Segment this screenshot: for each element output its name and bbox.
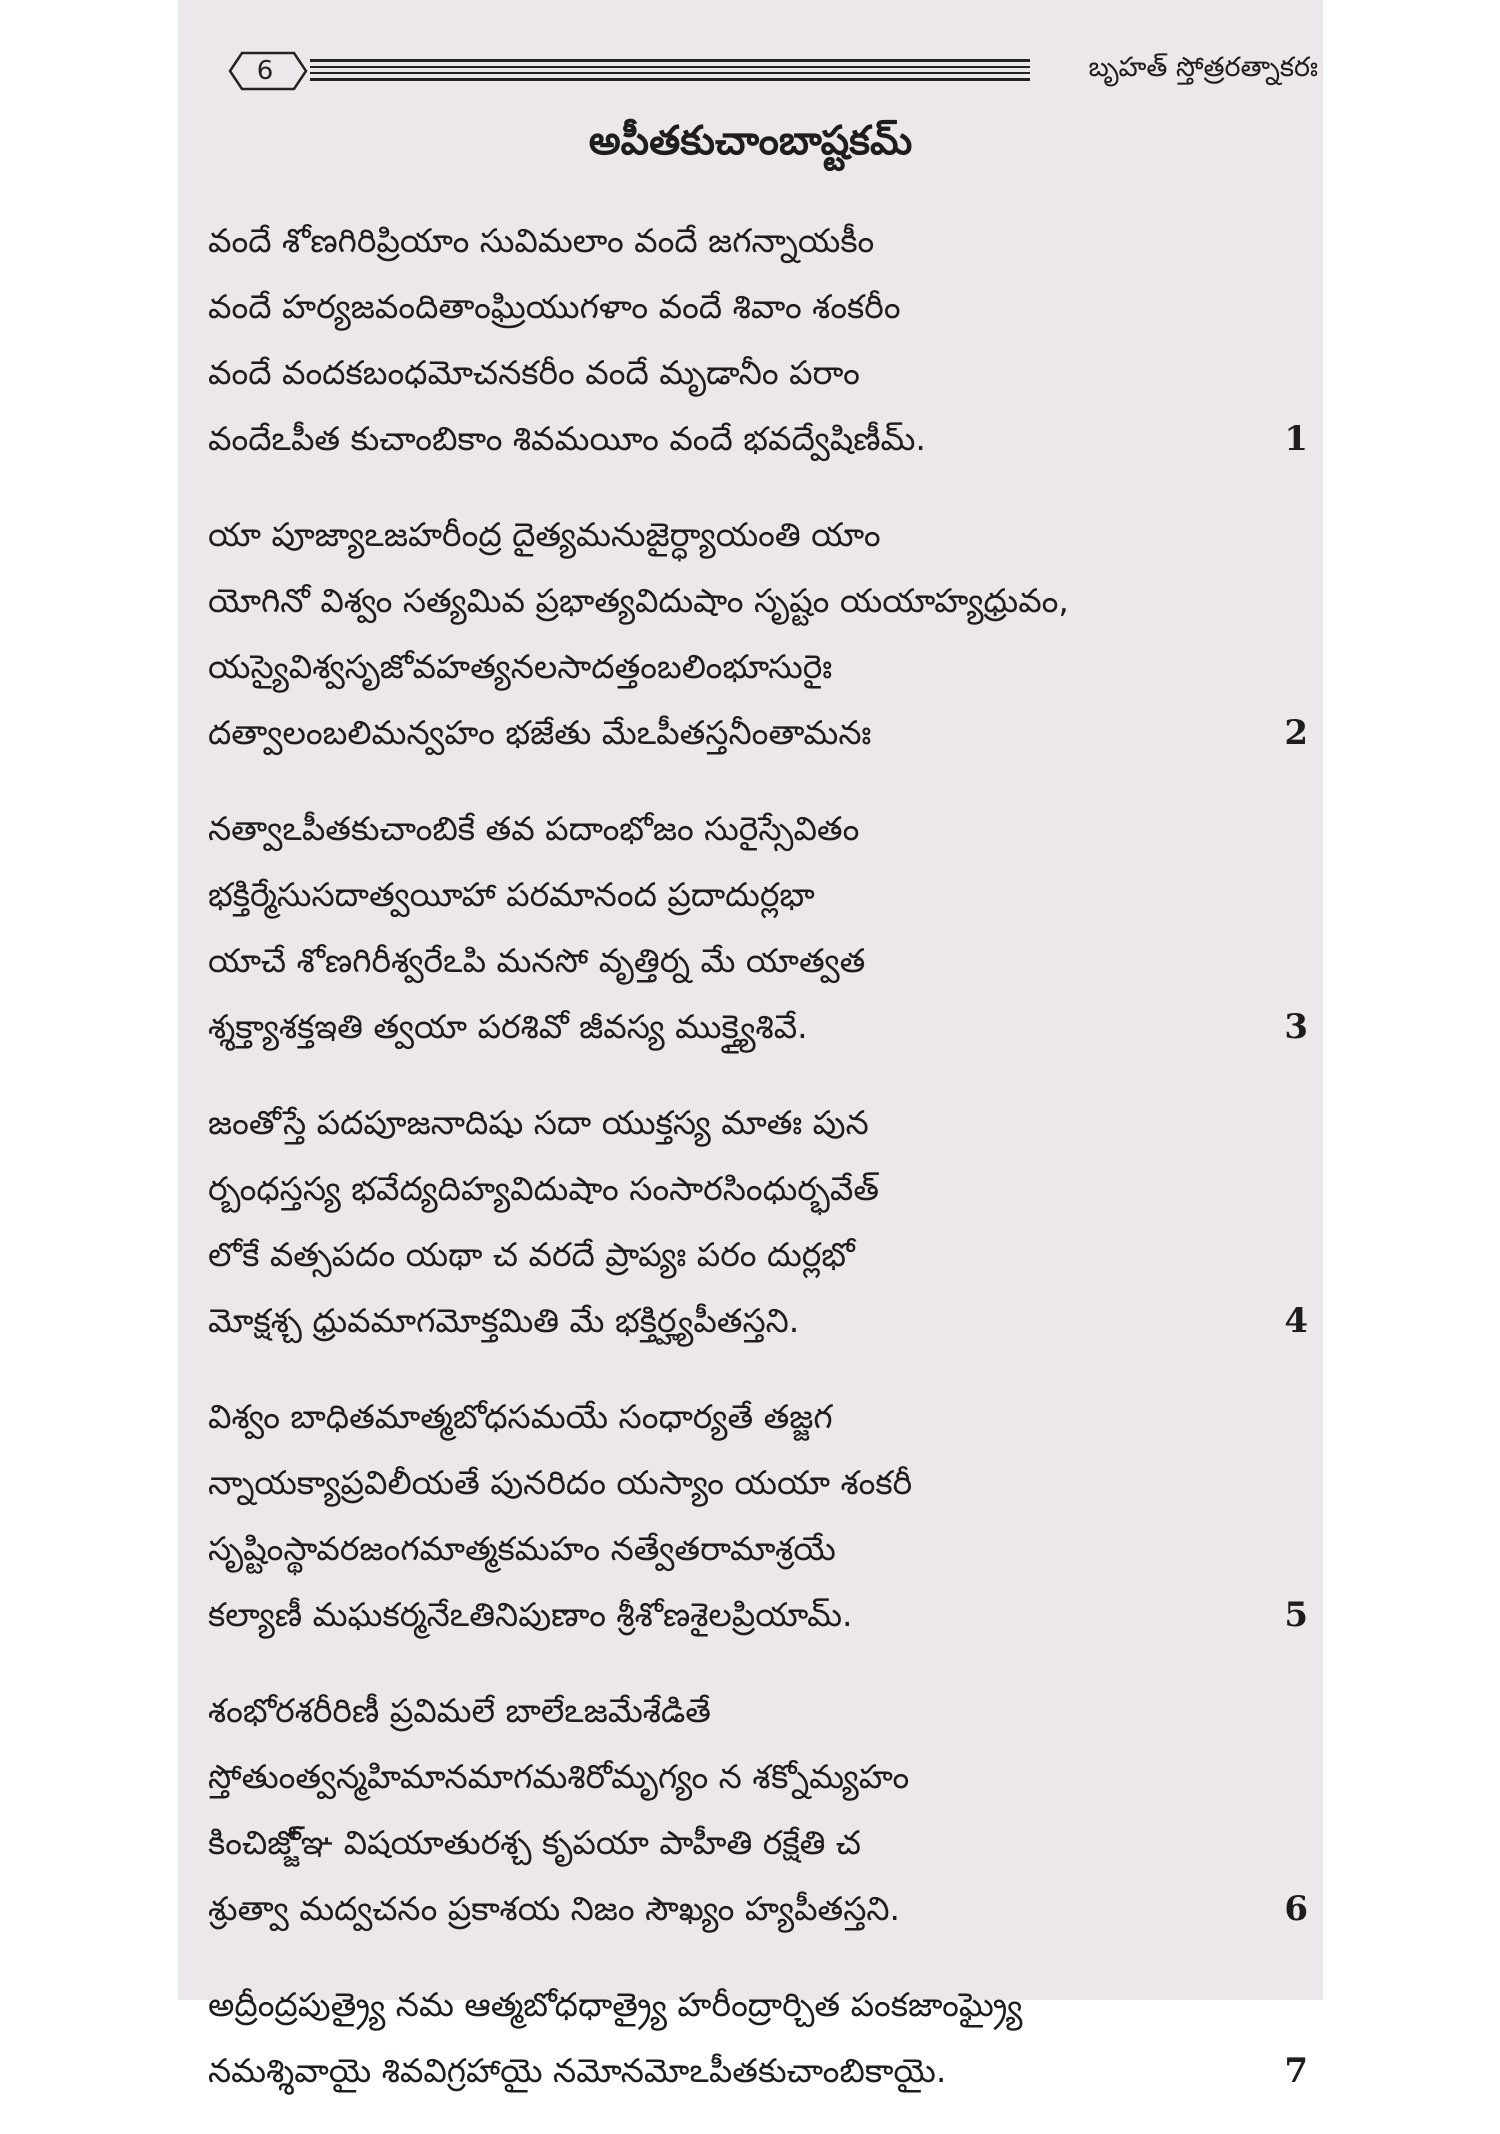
verse-number: 6 (1284, 1889, 1308, 1929)
verse-line: శ్శక్త్యాశక్తఇతి త్వయా పరశివో జీవస్య ముక్త్యైశివే. (208, 1007, 808, 1046)
verse-line: ర్బంధస్తస్య భవేద్యదిహ్యవిదుషాం సంసారసింధుర్భవేత్ (208, 1169, 880, 1208)
verse-line: కించిజ్జో్ఞ విషయాతురశ్చ కృపయా పాహీతి రక్షేతి చ (208, 1823, 861, 1862)
running-title: బృహత్ స్తోత్రరత్నాకరః (1088, 52, 1318, 83)
verse-2 (208, 502, 1308, 766)
verse-number: 7 (1284, 2051, 1308, 2091)
verse-line: దత్వాలంబలిమన్వహం భజేతు మేఽపీతస్తనీంతామనః (208, 713, 872, 752)
hymn-title: అపీతకుచాంబాష్టకమ్ (588, 118, 913, 164)
verse-number: 4 (1284, 1301, 1308, 1341)
verse-line: న్నాయక్యాప్రవిలీయతే పునరిదం యస్యాం యయా శంకరీ (208, 1463, 913, 1502)
verse-line: వందే వందకబంధమోచనకరీం వందే మృడానీం పరాం (208, 353, 860, 392)
verse-line: జంతోస్తే పదపూజనాదిషు సదా యుక్తస్య మాతః పున (208, 1103, 869, 1142)
verse-line: వందేఽపీత కుచాంబికాం శివమయీం వందే భవద్వేషిణీమ్. (208, 419, 926, 458)
verse-line: నమశ్శివాయై శివవిగ్రహాయై నమోనమోఽపీతకుచాంబికాయై. (208, 2051, 947, 2090)
verse-list (208, 208, 1308, 2134)
verse-6 (208, 1678, 1308, 1942)
verse-1 (208, 208, 1308, 472)
verse-5 (208, 1384, 1308, 1648)
verse-line: అద్రీంద్రపుత్ర్యై నమ ఆత్మబోధధాత్ర్యై హరీంద్రార్చిత పంకజాంఘ్ర్యై (208, 1985, 1023, 2024)
verse-line: యోగినో విశ్వం సత్యమివ ప్రభాత్యవిదుషాం సృష్టం యయాహ్యధ్రువం, (208, 581, 1069, 620)
page-number: 6 (256, 56, 274, 86)
verse-4 (208, 1090, 1308, 1354)
verse-number: 5 (1284, 1595, 1308, 1635)
verse-line: నత్వాఽపీతకుచాంబికే తవ పదాంభోజం సురైస్సేవితం (208, 809, 860, 848)
verse-number: 2 (1284, 713, 1308, 753)
verse-line: విశ్వం బాధితమాత్మబోధసమయే సంధార్యతే తజ్జగ (208, 1397, 833, 1436)
verse-line: శంభోరశరీరిణీ ప్రవిమలే బాలేఽజమేశేడితే (208, 1691, 711, 1730)
verse-line: యా పూజ్యాఽజహరీంద్ర దైత్యమనుజైర్ధ్యాయంతి యాం (208, 515, 881, 554)
verse-line: సృష్టింస్థావరజంగమాత్మకమహం నత్వేతరామాశ్రయే (208, 1529, 836, 1568)
book-page (178, 0, 1323, 2091)
page-number-badge (220, 50, 310, 92)
verse-3 (208, 796, 1308, 1060)
verse-line: స్తోతుంత్వన్మహిమానమాగమశిరోమృగ్యం న శక్నోమ్యహం (208, 1757, 910, 1796)
verse-line: వందే శోణగిరిప్రియాం సువిమలాం వందే జగన్నాయకీం (208, 221, 875, 260)
verse-7 (208, 1972, 1308, 2104)
verse-line: లోకే వత్సపదం యథా చ వరదే ప్రాప్యః పరం దుర్లభో (208, 1235, 855, 1274)
verse-line: మోక్షశ్చ ధ్రువమాగమోక్తమితి మే భక్తిర్హ్యపీతస్తని. (208, 1301, 800, 1340)
verse-number: 3 (1284, 1007, 1308, 1047)
verse-line: కల్యాణీ మఘకర్మనేఽతినిపుణాం శ్రీశోణశైలప్రియామ్. (208, 1595, 853, 1634)
verse-line: యస్యైవిశ్వసృజోవహత్యనలసాదత్తంబలింభూసురైః (208, 647, 833, 686)
header-rule (310, 55, 1030, 85)
verse-line: శ్రుత్వా మద్వచనం ప్రకాశయ నిజం సౌఖ్యం హ్యపీతస్తని. (208, 1889, 901, 1928)
verse-number: 1 (1284, 419, 1308, 459)
verse-line: యాచే శోణగిరీశ్వరేఽపి మనసో వృత్తిర్న మే యాత్వత (208, 941, 866, 980)
verse-line: వందే హర్యజవందితాంఘ్రియుగళాం వందే శివాం శంకరీం (208, 287, 901, 326)
verse-line: భక్తిర్మేసుసదాత్వయీహా పరమానంద ప్రదాదుర్లభా (208, 875, 815, 914)
